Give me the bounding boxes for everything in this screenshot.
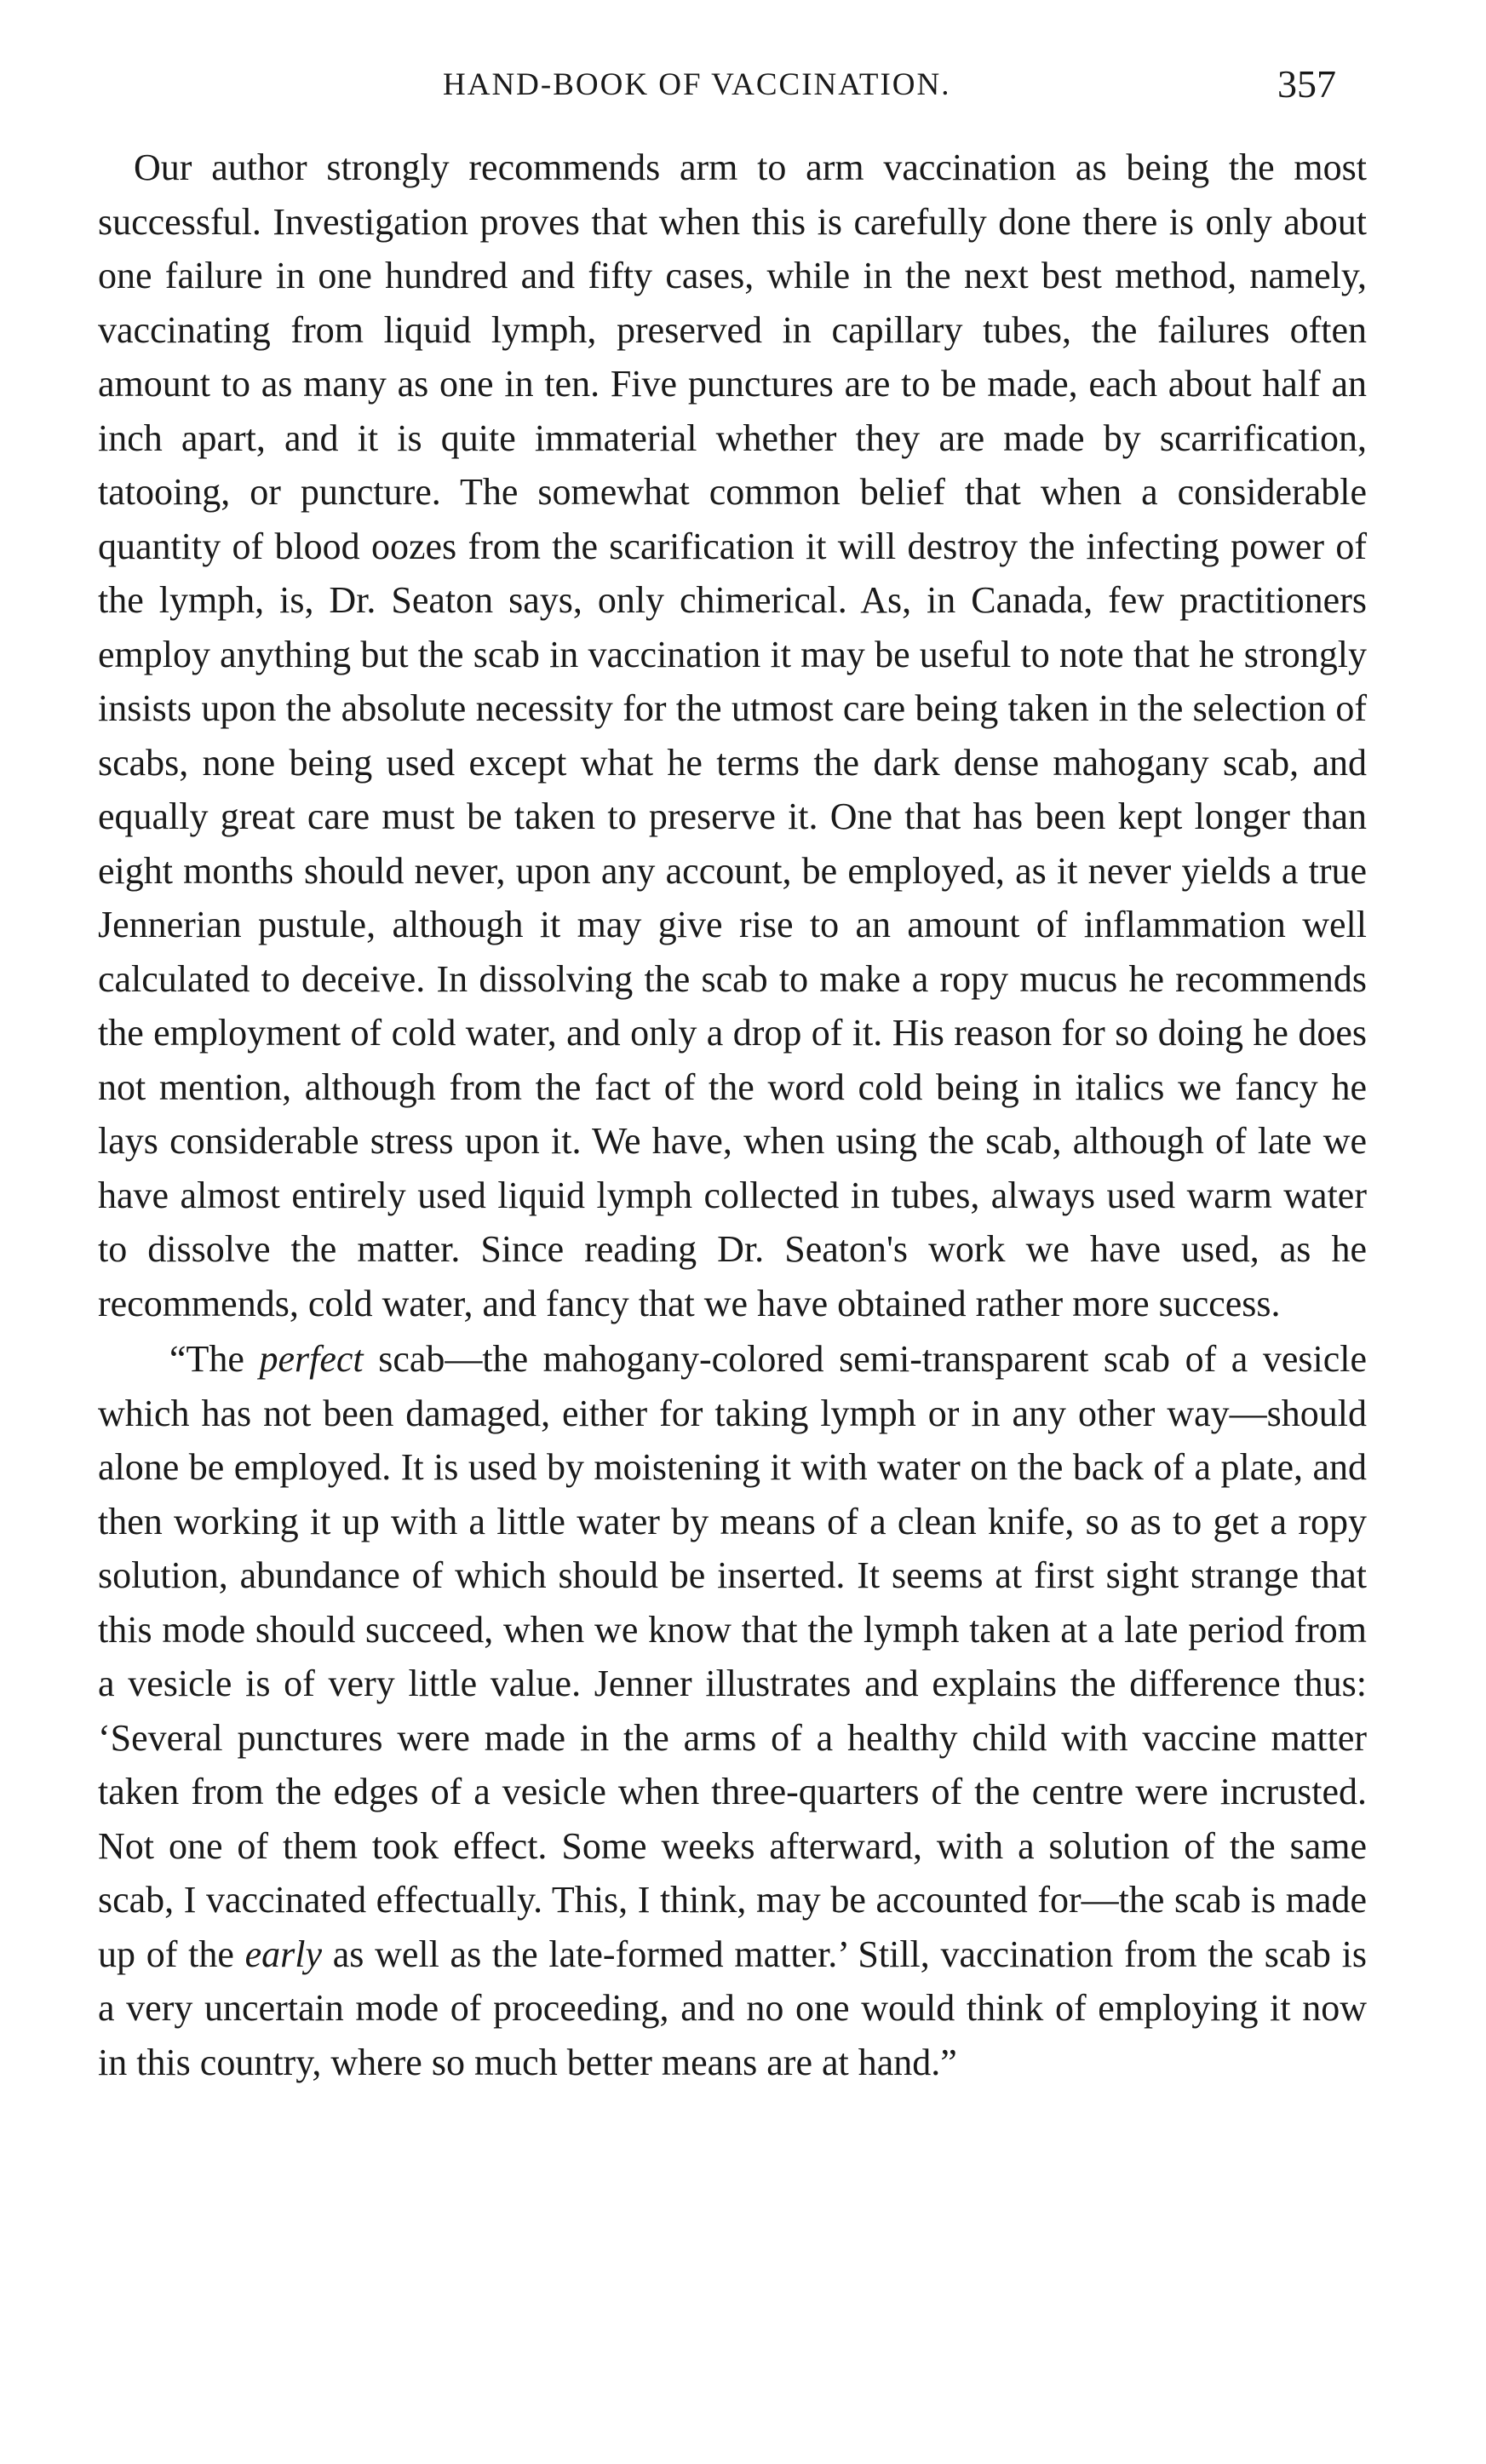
- quote-text-part-1: scab—the mahogany-colored semi-transparent scab of a vesicle which has not been damaged, either for taking lymph or in any other way—should alone be employed. It is used by moistening it with water on the back of a plate, and then working it up with a little water by means of a clean knife, so as to get a ropy solution, abundance of which should be inserted. It seems at first sight strange that this mode should succeed, when we know that the lymph taken at a late period from a vesicle is of very little value. Jenner illustrates and explains the difference thus: ‘Several punctures were made in the arms of a healthy child with vaccine matter taken from the edges of a vesicle when three-quarters of the centre were incrusted. Not one of them took effect. Some weeks afterward, with a solution of the same scab, I vaccinated effectually. This, I think, may be accounted for—the scab is made up of the: [98, 1338, 1367, 1975]
- running-head: [0, 62, 1486, 126]
- quoted-paragraph: [98, 1332, 1367, 2089]
- emphasis-early: early: [244, 1933, 322, 1975]
- quote-open: “The: [169, 1338, 260, 1380]
- body-text: [98, 141, 1367, 2089]
- page-number: 357: [1277, 62, 1336, 106]
- quote-text-part-2: as well as the late-formed matter.’ Still, vaccination from the scab is a very uncertain mode of proceeding, and no one would think of employing it now in this country, where so much better means are at hand.”: [98, 1933, 1367, 2083]
- emphasis-perfect: perfect: [259, 1338, 364, 1380]
- paragraph-1: Our author strongly recommends arm to arm vaccination as being the most successful. Investigation proves that when this is carefully done there is only about one failure in one hundred and fifty cases, while in the next best method, namely, vaccinating from liquid lymph, preserved in capillary tubes, the failures often amount to as many as one in ten. Five punctures are to be made, each about half an inch apart, and it is quite immaterial whether they are made by scarrification, tatooing, or puncture. The somewhat common belief that when a considerable quantity of blood oozes from the scarification it will destroy the infecting power of the lymph, is, Dr. Seaton says, only chimerical. As, in Canada, few practitioners employ anything but the scab in vaccination it may be useful to note that he strongly insists upon the absolute necessity for the utmost care being taken in the selection of scabs, none being used except what he terms the dark dense mahogany scab, and equally great care must be taken to preserve it. One that has been kept longer than eight months should never, upon any account, be employed, as it never yields a true Jennerian pustule, although it may give rise to an amount of inflammation well calculated to deceive. In dissolving the scab to make a ropy mucus he recommends the employment of cold water, and only a drop of it. His reason for so doing he does not mention, although from the fact of the word cold being in italics we fancy he lays considerable stress upon it. We have, when using the scab, although of late we have almost entirely used liquid lymph collected in tubes, always used warm water to dissolve the matter. Since reading Dr. Seaton's work we have used, as he recommends, cold water, and fancy that we have obtained rather more success.: [98, 146, 1367, 1324]
- running-title: HAND-BOOK OF VACCINATION.: [443, 67, 951, 102]
